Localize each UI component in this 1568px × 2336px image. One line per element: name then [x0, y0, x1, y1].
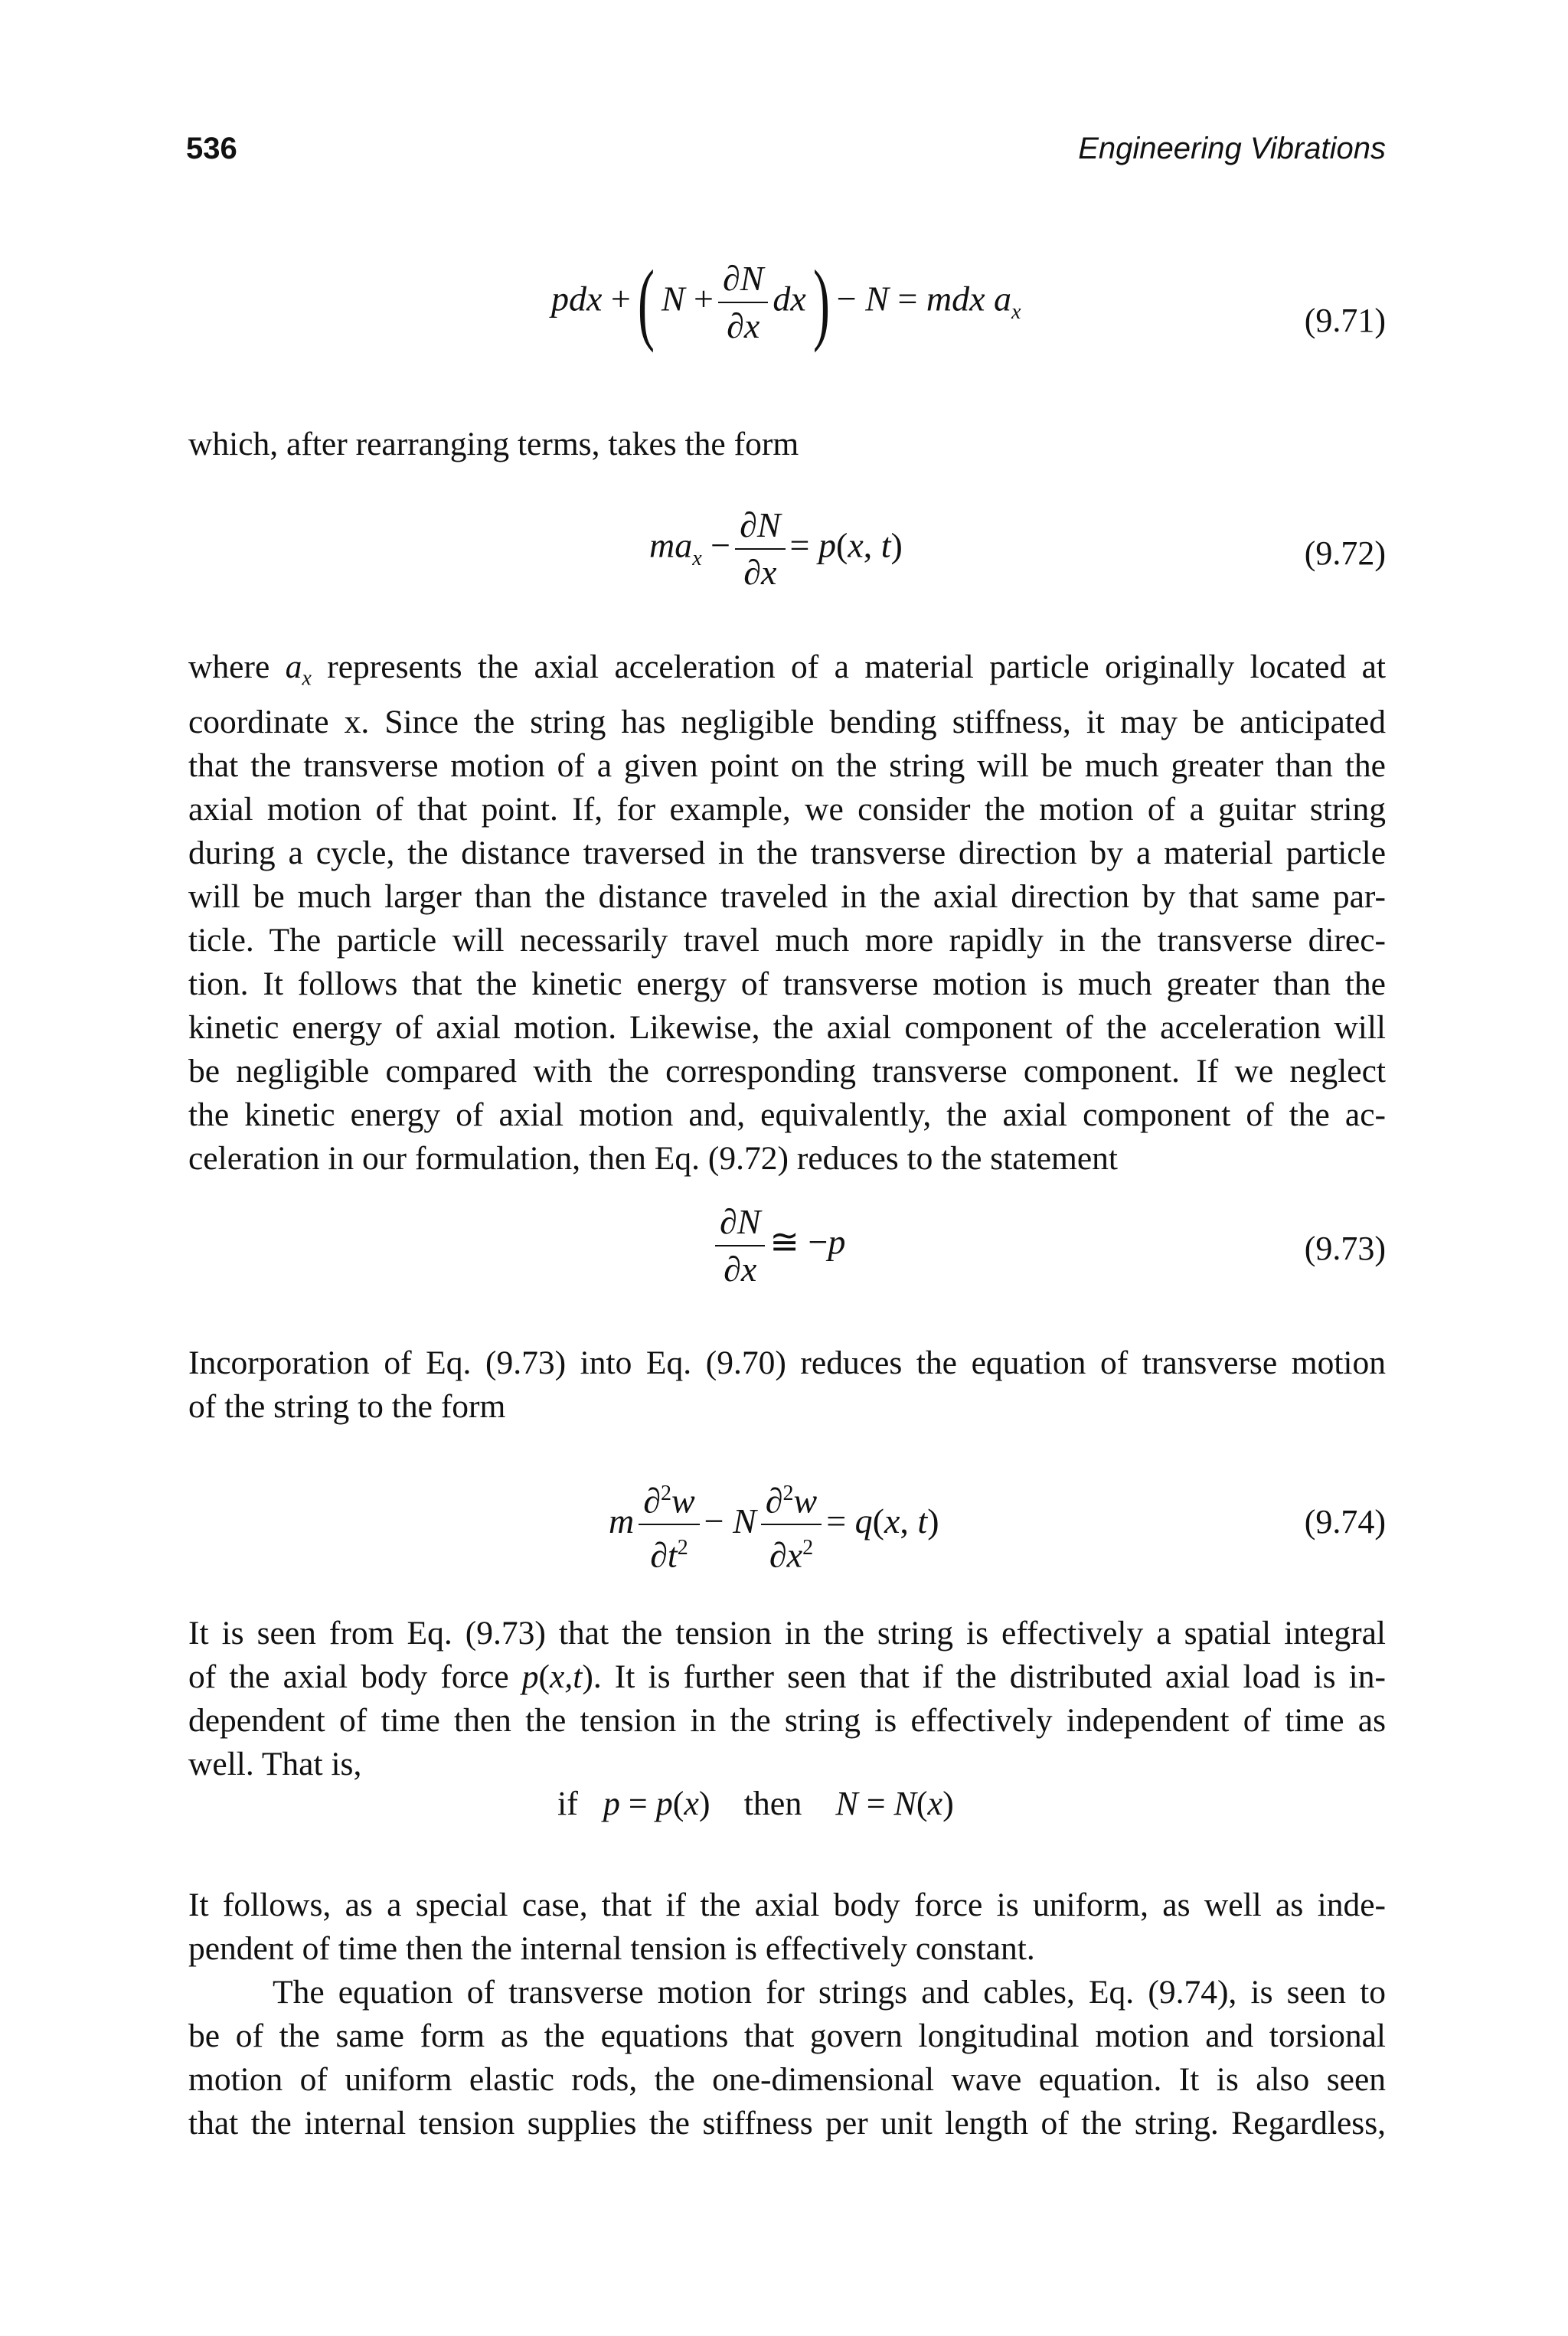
- page-header: [186, 132, 1386, 175]
- equation-9-71: pdx +( N + $\frac{\partial N}{\partial x}$ dx) − N = mdx $a_x$: [551, 251, 1021, 353]
- paragraph-3: Incorporation of Eq. (9.73) into Eq. (9.70) reduces the equation of transverse motion of the string to the form: [188, 1344, 1386, 1425]
- equation-9-74: m $\frac{\partial^2w}{\partial t^2}$ − N $\frac{\partial^2w}{\partial x^2}$ = q(x, t): [609, 1474, 939, 1576]
- paragraph-6: The equation of transverse motion for strings and cables, Eq. (9.74), is seen to be of the same form as the equations that govern longitudinal motion and torsional motion of uniform elastic rods, the one-dimensional wave equation. It is also seen that the internal tension supplies the stiffness per unit length of the string. Regardless,: [188, 1974, 1386, 2142]
- equation-number-9-74: (9.74): [1304, 1503, 1386, 1540]
- paragraph-1: which, after rearranging terms, takes the form: [188, 426, 799, 462]
- page-number: 536: [186, 132, 237, 165]
- equation-number-9-71: (9.71): [1304, 302, 1386, 339]
- equation-number-9-72: (9.72): [1304, 534, 1386, 572]
- equation-number-9-73: (9.73): [1304, 1230, 1386, 1267]
- equation-9-72: $ma_x$ − $\frac{\partial N}{\partial x}$ = p(x, t): [649, 505, 903, 592]
- equation-9-73: $\frac{\partial N}{\partial x}$ ≅ −p: [710, 1202, 845, 1289]
- paragraph-5: It follows, as a special case, that if the axial body force is uniform, as well as inde- pendent of time then the internal tension is effectively constant.: [188, 1887, 1386, 1967]
- paragraph-4: It is seen from Eq. (9.73) that the tension in the string is effectively a spatial integral of the axial body force p(x,t). It is further seen that if the distributed axial load is in- dependent of time then the tension in the string is effectively independent of time as well. That is,: [188, 1615, 1386, 1782]
- running-head: Engineering Vibrations: [1078, 132, 1386, 165]
- paragraph-2: where $a_x$ represents the axial acceleration of a material particle originally located at coordinate x. Since the string has negligible bending stiffness, it may be anticipated that the transverse motion of a given point on the string will be much greater than the axial motion of that point. If, for example, we consider the motion of a guitar string during a cycle, the distance traversed in the transverse direction by a material particle will be much larger than the distance traveled in the axial direction by that same par- ticle. The particle will necessarily travel much more rapidly in the transverse direc- tion. It follows that the kinetic energy of transverse motion is much greater than the kinetic energy of axial motion. Likewise, the axial component of the acceleration will be negligible compared with the corresponding transverse component. If we neglect the kinetic energy of axial motion and, equivalently, the axial component of the ac- celeration in our formulation, then Eq. (9.72) reduces to the statement: [188, 649, 1386, 1177]
- condition-statement: if p = p(x) then N = N(x): [557, 1785, 954, 1822]
